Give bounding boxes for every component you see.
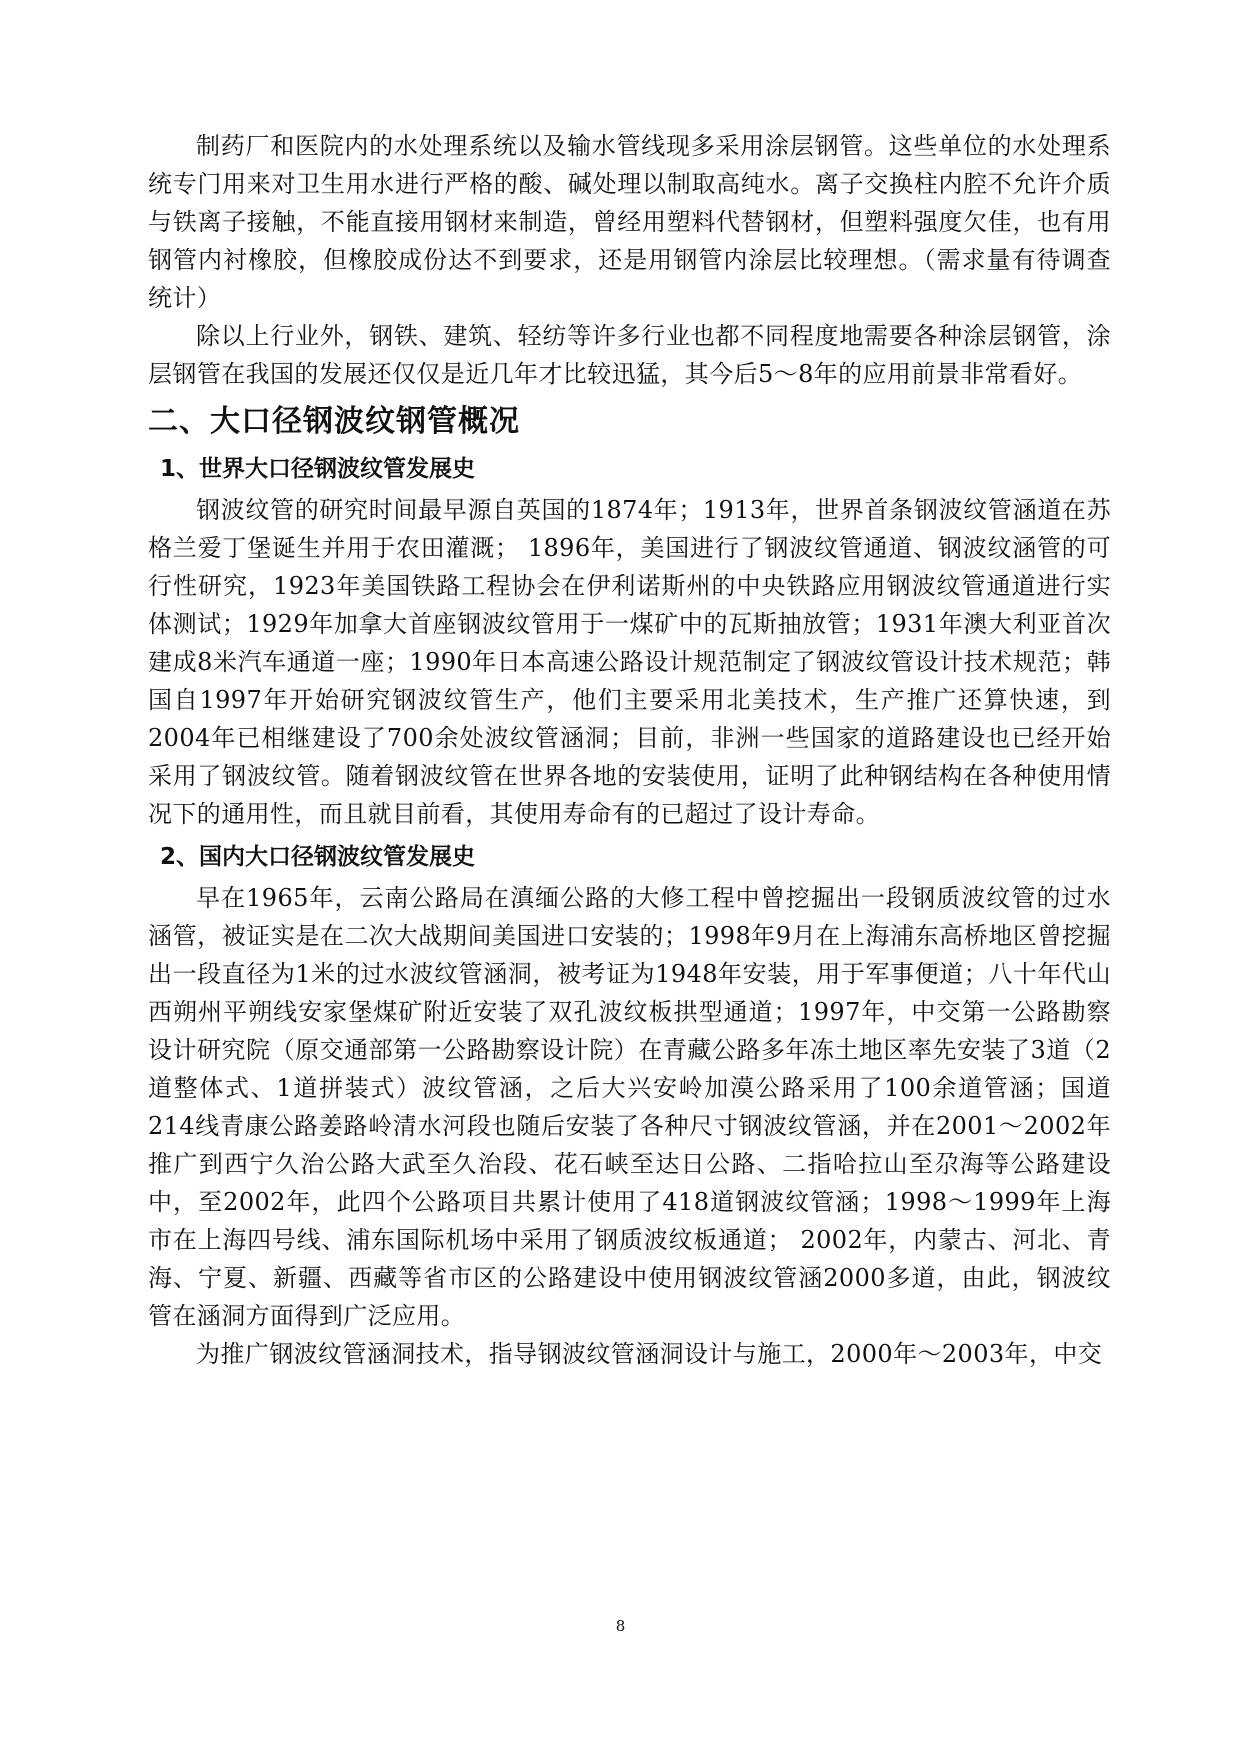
subsection-heading-world: 1、世界大口径钢波纹管发展史 <box>160 456 476 482</box>
paragraph-promotion: 为推广钢波纹管涵洞技术，指导钢波纹管涵洞设计与施工，2000年～2003年，中交 <box>196 1340 1103 1368</box>
paragraph-other-industries: 除以上行业外，钢铁、建筑、轻纺等许多行业也都不同程度地需要各种涂层钢管，涂层钢管在我国的发展还仅仅是近几年才比较迅猛，其今后5～8年的应用前景非常看好。 <box>148 322 1111 388</box>
page-number: 8 <box>615 1617 626 1635</box>
subsection-heading-domestic: 2、国内大口径钢波纹管发展史 <box>160 844 476 870</box>
section-heading: 二、大口径钢波纹钢管概况 <box>148 404 520 439</box>
paragraph-domestic-history: 早在1965年，云南公路局在滇缅公路的大修工程中曾挖掘出一段钢质波纹管的过水涵管，被证实是在二次大战期间美国进口安装的；1998年9月在上海浦东高桥地区曾挖掘出一段直径为1米的过水波纹管涵洞，被考证为1948年安装，用于军事便道；八十年代山西朔州平朔线安家堡煤矿附近安装了双孔波纹板拱型通道；1997年，中交第一公路勘察设计研究院（原交通部第一公路勘察设计院）在青藏公路多年冻土地区率先安装了3道（2道整体式、1道拼装式）波纹管涵，之后大兴安岭加漠公路采用了100余道管涵；国道214线青康公路姜路岭清水河段也随后安装了各种尺寸钢波纹管涵，并在2001～2002年推广到西宁久治公路大武至久治段、花石峡至达日公路、二指哈拉山至尕海等公路建设中，至2002年，此四个公路项目共累计使用了418道钢波纹管涵；1998～1999年上海市在上海四号线、浦东国际机场中采用了钢质波纹板通道； 2002年，内蒙古、河北、青海、宁夏、新疆、西藏等省市区的公路建设中使用钢波纹管涵2000多道，由此，钢波纹管在涵洞方面得到广泛应用。 <box>148 884 1111 1330</box>
paragraph-water-treatment: 制药厂和医院内的水处理系统以及输水管线现多采用涂层钢管。这些单位的水处理系统专门用来对卫生用水进行严格的酸、碱处理以制取高纯水。离子交换柱内腔不允许介质与铁离子接触，不能直接用钢材来制造，曾经用塑料代替钢材，但塑料强度欠佳，也有用钢管内衬橡胶，但橡胶成份达不到要求，还是用钢管内涂层比较理想。（需求量有待调查统计） <box>148 132 1111 312</box>
document-page <box>148 127 1111 1373</box>
paragraph-world-history: 钢波纹管的研究时间最早源自英国的1874年；1913年，世界首条钢波纹管涵道在苏格兰爱丁堡诞生并用于农田灌溉； 1896年，美国进行了钢波纹管通道、钢波纹涵管的可行性研究，1923年美国铁路工程协会在伊利诺斯州的中央铁路应用钢波纹管通道进行实体测试；1929年加拿大首座钢波纹管用于一煤矿中的瓦斯抽放管；1931年澳大利亚首次建成8米汽车通道一座；1990年日本高速公路设计规范制定了钢波纹管设计技术规范；韩国自1997年开始研究钢波纹管生产，他们主要采用北美技术，生产推广还算快速，到2004年已相继建设了700余处波纹管涵洞；目前，非洲一些国家的道路建设也已经开始采用了钢波纹管。随着钢波纹管在世界各地的安装使用，证明了此种钢结构在各种使用情况下的通用性，而且就目前看，其使用寿命有的已超过了设计寿命。 <box>148 496 1111 828</box>
